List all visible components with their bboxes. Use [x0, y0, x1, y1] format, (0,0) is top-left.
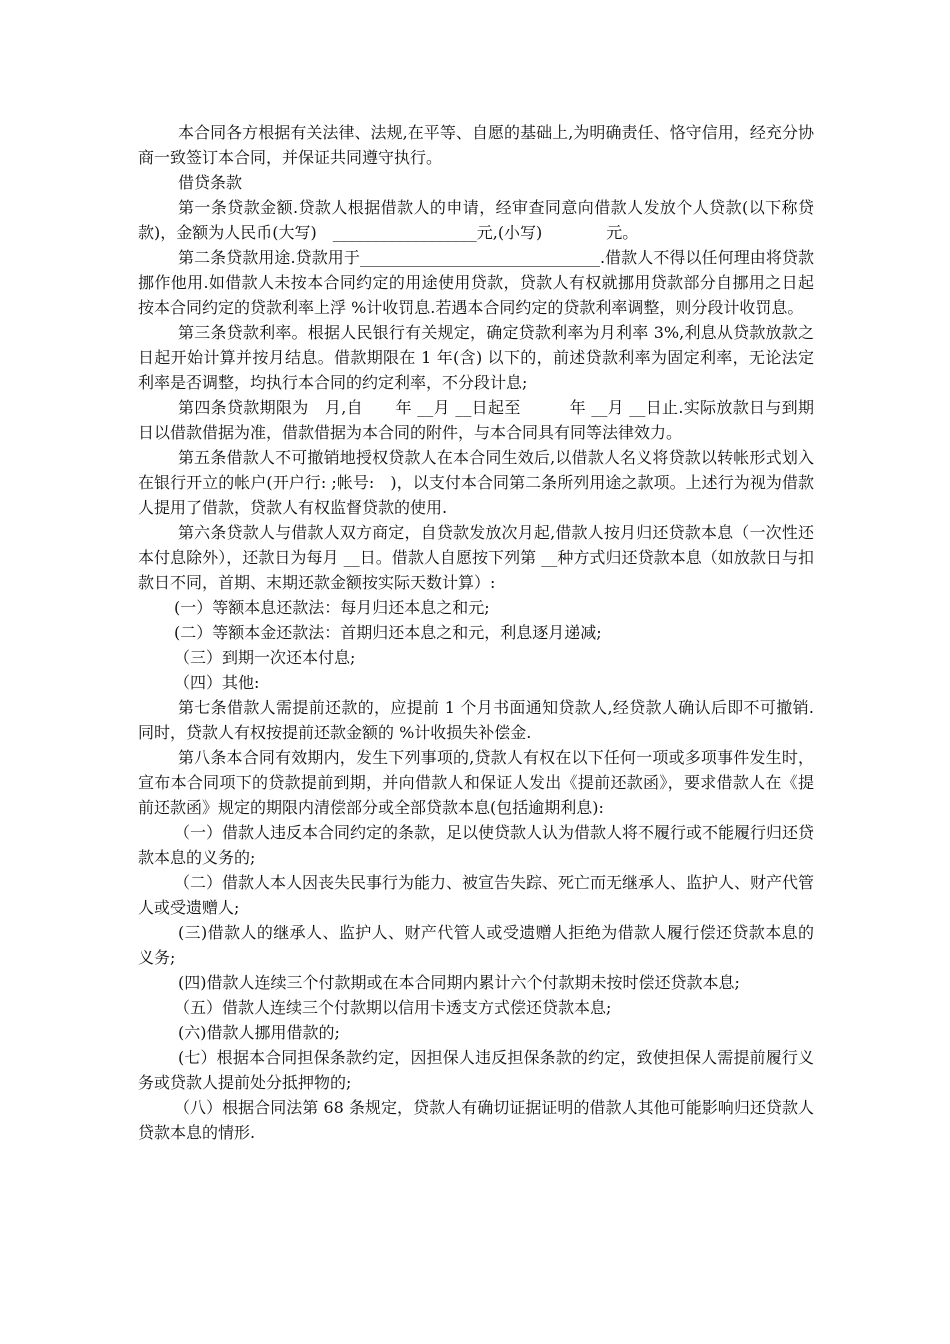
- acceleration-event-6: (六)借款人挪用借款的;: [178, 1023, 340, 1042]
- article-4-loan-term: 第四条贷款期限为 月,自 年 __月 __日起至 年 __月 __日止.实际放款日与到期日以借款借据为准，借款借据为本合同的附件，与本合同具有同等法律效力。: [138, 398, 814, 442]
- article-5-disbursement: 第五条借款人不可撤销地授权贷款人在本合同生效后,以借款人名义将贷款以转帐形式划入 在银行开立的帐户(开户行: ;帐号: )，以支付本合同第二条所列用途之款项。上述行为视为借款人提用了借款，贷款人有权监督贷款的使用.: [138, 448, 814, 517]
- preamble-paragraph: 本合同各方根据有关法律、法规,在平等、自愿的基础上,为明确责任、恪守信用，经充分协商一致签订本合同，并保证共同遵守执行。: [138, 123, 814, 167]
- acceleration-event-4: (四)借款人连续三个付款期或在本合同期内累计六个付款期未按时偿还贷款本息;: [178, 973, 740, 992]
- section-heading-loan-terms: 借贷条款: [178, 173, 243, 192]
- acceleration-event-8: （八）根据合同法第 68 条规定，贷款人有确切证据证明的借款人其他可能影响归还贷款人贷款本息的情形.: [138, 1098, 814, 1142]
- acceleration-event-2: （二）借款人本人因丧失民事行为能力、被宣告失踪、死亡而无继承人、监护人、财产代管人或受遗赠人;: [138, 873, 815, 917]
- article-7-early-repayment: 第七条借款人需提前还款的，应提前 1 个月书面通知贷款人,经贷款人确认后即不可撤销.同时，贷款人有权按提前还款金额的 %计收损失补偿金.: [138, 698, 814, 742]
- acceleration-event-3: (三)借款人的继承人、监护人、财产代管人或受遗赠人拒绝为借款人履行偿还贷款本息的义务;: [138, 923, 814, 967]
- article-3-interest-rate: 第三条贷款利率。根据人民银行有关规定，确定贷款利率为月利率 3%,利息从贷款放款之日起开始计算并按月结息。借款期限在 1 年(含) 以下的，前述贷款利率为固定利率，无论法定利率是否调整，均执行本合同的约定利率，不分段计息;: [138, 323, 814, 392]
- repayment-option-4: （四）其他:: [174, 673, 260, 692]
- article-8-acceleration: 第八条本合同有效期内，发生下列事项的,贷款人有权在以下任何一项或多项事件发生时，宣布本合同项下的贷款提前到期，并向借款人和保证人发出《提前还款函》，要求借款人在《提前还款函》规定的期限内清偿部分或全部贷款本息(包括逾期利息):: [138, 748, 814, 817]
- acceleration-event-5: （五）借款人连续三个付款期以信用卡透支方式偿还贷款本息;: [174, 998, 612, 1017]
- repayment-option-1: (一）等额本息还款法：每月归还本息之和元;: [174, 598, 490, 617]
- repayment-option-2: (二）等额本金还款法：首期归还本息之和元，利息逐月递减;: [174, 623, 602, 642]
- repayment-option-3: （三）到期一次还本付息;: [174, 648, 356, 667]
- article-2-loan-purpose: 第二条贷款用途.贷款用于______________________________.借款人不得以任何理由将贷款挪作他用.如借款人未按本合同约定的用途使用贷款，贷款人有权就挪用贷款部分自挪用之日起按本合同约定的贷款利率上浮 %计收罚息.若遇本合同约定的贷款利率调整，则分段计收罚息。: [138, 248, 814, 317]
- acceleration-event-7: (七）根据本合同担保条款约定，因担保人违反担保条款的约定，致使担保人需提前履行义务或贷款人提前处分抵押物的;: [138, 1048, 814, 1092]
- acceleration-event-1: （一）借款人违反本合同约定的条款，足以使贷款人认为借款人将不履行或不能履行归还贷款本息的义务的;: [138, 823, 815, 867]
- article-6-repayment: 第六条贷款人与借款人双方商定，自贷款发放次月起,借款人按月归还贷款本息（一次性还本付息除外），还款日为每月 __日。借款人自愿按下列第 __种方式归还贷款本息（如放款日与扣款日不同，首期、末期还款金额按实际天数计算）:: [138, 523, 814, 592]
- article-1-loan-amount: 第一条贷款金额.贷款人根据借款人的申请，经审查同意向借款人发放个人贷款(以下称贷款)，金额为人民币(大写) __________________元,(小写) 元。: [138, 198, 814, 242]
- document-body: [138, 120, 814, 1145]
